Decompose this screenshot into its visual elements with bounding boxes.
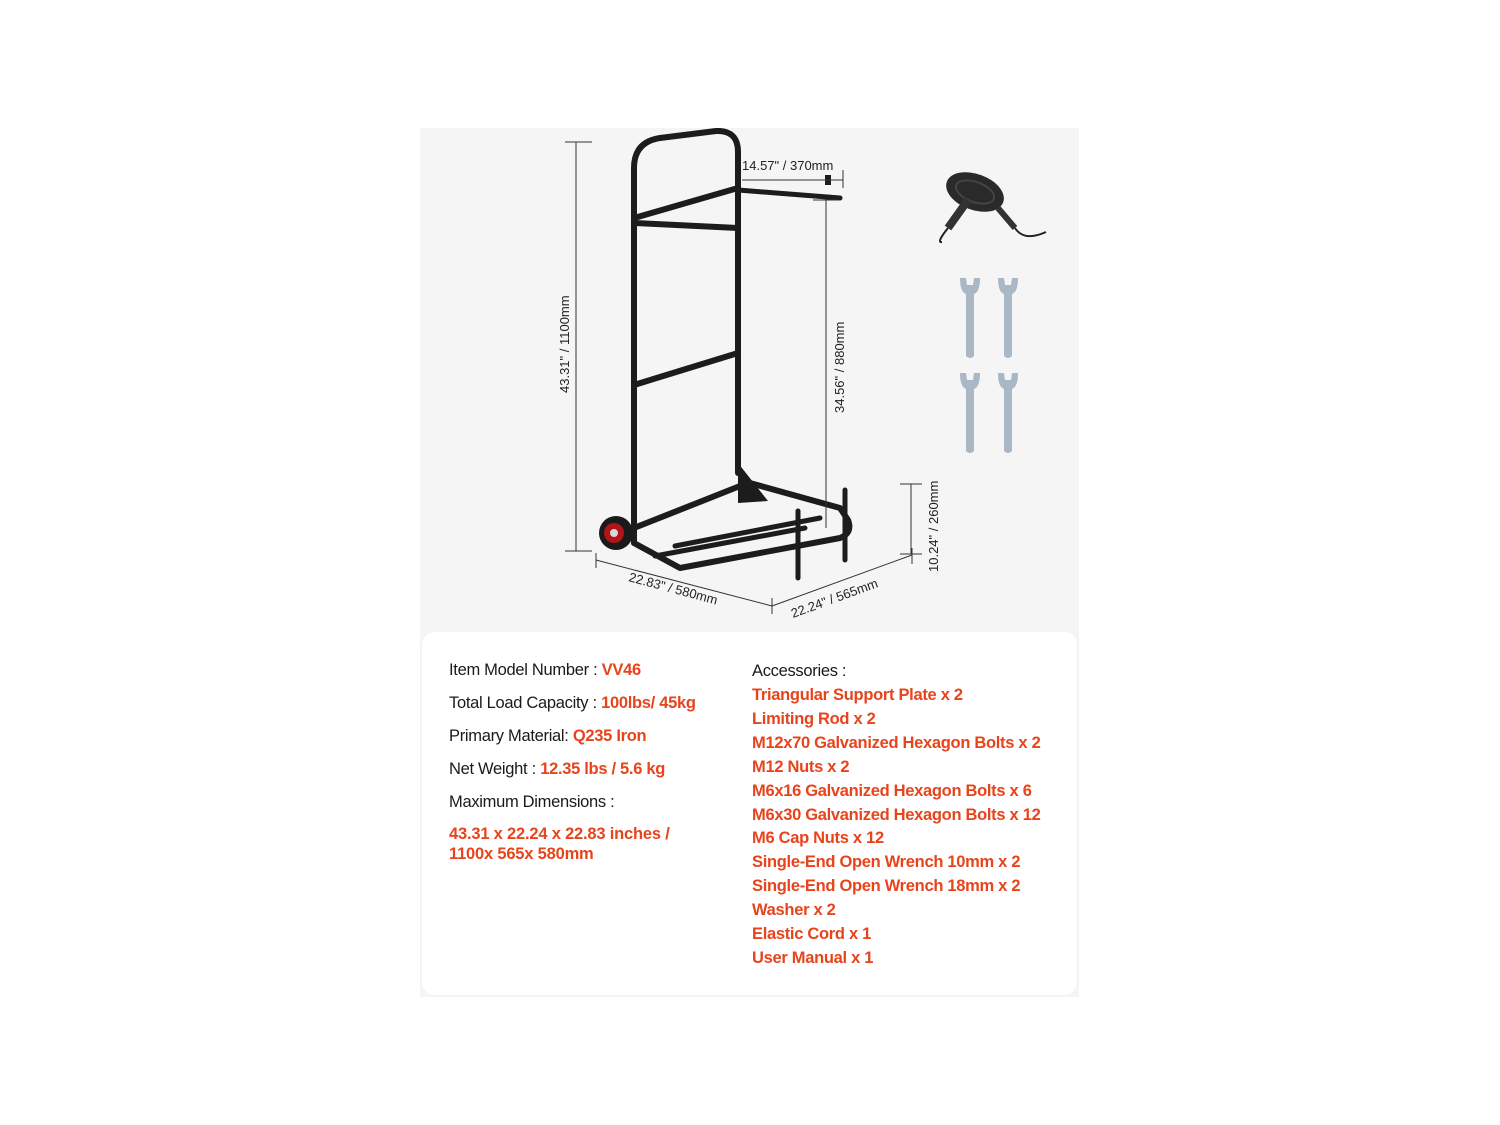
- accessory-item: Limiting Rod x 2: [752, 709, 876, 728]
- spec-label: Total Load Capacity :: [449, 694, 597, 712]
- triangular-support-plate: [738, 463, 768, 503]
- spec-max-dimensions-value: [449, 824, 670, 864]
- accessories-list: [752, 684, 1040, 971]
- accessory-item: User Manual x 1: [752, 948, 874, 967]
- specifications-card: [422, 632, 1077, 995]
- spec-net-weight: [449, 760, 665, 779]
- accessory-item: M12 Nuts x 2: [752, 757, 850, 776]
- spec-label: Net Weight :: [449, 760, 536, 778]
- spec-value: 100lbs/ 45kg: [601, 694, 696, 712]
- accessory-item: Washer x 2: [752, 901, 836, 920]
- spec-model-number: [449, 661, 641, 680]
- spec-primary-material: [449, 727, 646, 746]
- wrench-icon: [998, 373, 1018, 453]
- base-length-label: 22.83" / 580mm: [627, 569, 720, 608]
- cart-dimension-diagram: [420, 128, 1079, 628]
- accessory-item: Single-End Open Wrench 18mm x 2: [752, 877, 1021, 896]
- dimensions-mm: 1100x 565x 580mm: [449, 845, 594, 863]
- accessory-item: M6x30 Galvanized Hexagon Bolts x 12: [752, 805, 1041, 824]
- base-height-dimension-line: [900, 484, 922, 554]
- arm-length-label: 14.57" / 370mm: [742, 158, 834, 173]
- base-width-label: 22.24" / 565mm: [788, 575, 880, 621]
- arm-height-label: 34.56" / 880mm: [832, 321, 847, 413]
- accessory-item: Elastic Cord x 1: [752, 925, 871, 944]
- dimensions-inches: 43.31 x 22.24 x 22.83 inches /: [449, 825, 670, 843]
- spec-label: Item Model Number :: [449, 661, 598, 679]
- wrench-icons: [960, 278, 1018, 453]
- wrench-icon: [998, 278, 1018, 358]
- elastic-cord-icon: [940, 165, 1046, 242]
- accessory-item: Single-End Open Wrench 10mm x 2: [752, 853, 1021, 872]
- spec-label: Primary Material:: [449, 727, 569, 745]
- wheel: [599, 516, 633, 550]
- spec-value: Q235 Iron: [572, 727, 647, 745]
- wrench-icon: [960, 278, 980, 358]
- accessory-item: M12x70 Galvanized Hexagon Bolts x 2: [752, 733, 1041, 752]
- wrench-icon: [960, 373, 980, 453]
- product-info-panel: [420, 128, 1079, 997]
- cart-frame: [634, 131, 849, 578]
- spec-max-dimensions-label: [449, 793, 614, 812]
- accessory-item: M6x16 Galvanized Hexagon Bolts x 6: [752, 781, 1032, 800]
- accessory-item: Triangular Support Plate x 2: [752, 686, 963, 704]
- spec-value: 12.35 lbs / 5.6 kg: [540, 760, 666, 778]
- accessories-title: Accessories :: [752, 662, 847, 680]
- accessory-item: M6 Cap Nuts x 12: [752, 829, 884, 848]
- total-height-label: 43.31" / 1100mm: [557, 295, 572, 393]
- spec-load-capacity: [449, 694, 696, 713]
- spec-label: Maximum Dimensions :: [449, 793, 615, 811]
- base-height-label: 10.24" / 260mm: [926, 480, 941, 572]
- spec-value: VV46: [601, 661, 641, 679]
